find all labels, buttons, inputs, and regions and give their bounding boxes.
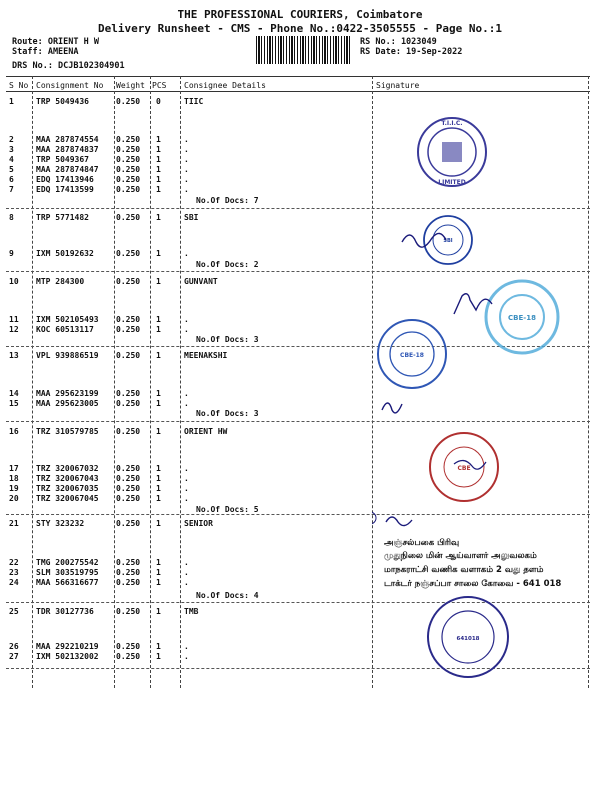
row-weight: 0.250 <box>116 494 141 503</box>
row-pcs: 1 <box>156 185 161 194</box>
row-consignee: GUNVANT <box>184 277 218 286</box>
meenakshi-stamp <box>378 320 446 388</box>
row-consignment-no: TRP 5771482 <box>36 213 89 222</box>
row-sno: 19 <box>9 484 19 493</box>
row-weight: 0.250 <box>116 185 141 194</box>
senior-stamp-line: மாநகராட்சி வணிக வளாகம் 2 வது தளம் <box>384 565 544 575</box>
row-consignee: . <box>184 578 189 587</box>
row-sno: 21 <box>9 519 19 528</box>
row-consignee: SBI <box>184 213 199 222</box>
row-weight: 0.250 <box>116 558 141 567</box>
col-header-pcs: PCS <box>152 81 167 90</box>
row-sno: 23 <box>9 568 19 577</box>
row-consignee: . <box>184 484 189 493</box>
group-docs-count: No.Of Docs: 3 <box>196 409 259 418</box>
row-consignment-no: TRP 5049436 <box>36 97 89 106</box>
row-consignee: . <box>184 185 189 194</box>
row-weight: 0.250 <box>116 568 141 577</box>
row-consignee: . <box>184 249 189 258</box>
row-consignment-no: TMG 200275542 <box>36 558 99 567</box>
row-sno: 26 <box>9 642 19 651</box>
orient-stamp <box>430 433 498 501</box>
row-pcs: 1 <box>156 607 161 616</box>
col-header-sno: S No <box>9 81 29 90</box>
row-pcs: 1 <box>156 652 161 661</box>
svg-text:CBE-18: CBE-18 <box>508 314 536 322</box>
row-consignment-no: KOC 60513117 <box>36 325 94 334</box>
row-sno: 22 <box>9 558 19 567</box>
row-consignment-no: MAA 287874837 <box>36 145 99 154</box>
row-consignee: TMB <box>184 607 199 616</box>
row-pcs: 1 <box>156 315 161 324</box>
row-weight: 0.250 <box>116 165 141 174</box>
row-consignee: . <box>184 165 189 174</box>
route-label: Route: ORIENT H W <box>12 37 99 47</box>
row-consignment-no: STY 323232 <box>36 519 85 528</box>
row-pcs: 1 <box>156 175 161 184</box>
senior-stamp-line: டாக்டர் நஞ்சப்பா சாலை கோவை - 641 018 <box>384 579 562 589</box>
senior-stamp-line: முதுநிலை மின் ஆய்வாளர் அலுவலகம் <box>384 551 537 561</box>
row-weight: 0.250 <box>116 145 141 154</box>
row-pcs: 1 <box>156 642 161 651</box>
row-sno: 12 <box>9 325 19 334</box>
row-sno: 10 <box>9 277 19 286</box>
row-consignment-no: MAA 287874847 <box>36 165 99 174</box>
row-weight: 0.250 <box>116 642 141 651</box>
row-consignee: . <box>184 568 189 577</box>
row-weight: 0.250 <box>116 464 141 473</box>
svg-text:CBE-18: CBE-18 <box>400 352 424 359</box>
row-weight: 0.250 <box>116 652 141 661</box>
row-pcs: 1 <box>156 568 161 577</box>
col-header-consignment: Consignment No <box>36 81 104 90</box>
row-pcs: 1 <box>156 558 161 567</box>
row-sno: 24 <box>9 578 19 587</box>
group-docs-count: No.Of Docs: 2 <box>196 260 259 269</box>
row-pcs: 1 <box>156 213 161 222</box>
row-weight: 0.250 <box>116 277 141 286</box>
row-pcs: 0 <box>156 97 161 106</box>
barcode-image <box>256 36 352 64</box>
row-weight: 0.250 <box>116 399 141 408</box>
row-consignment-no: TRP 5049367 <box>36 155 89 164</box>
row-pcs: 1 <box>156 351 161 360</box>
row-consignment-no: IXM 50192632 <box>36 249 94 258</box>
rs-date: RS Date: 19-Sep-2022 <box>360 47 463 57</box>
row-sno: 9 <box>9 249 14 258</box>
row-consignee: SENIOR <box>184 519 213 528</box>
row-pcs: 1 <box>156 155 161 164</box>
row-pcs: 1 <box>156 474 161 483</box>
row-consignment-no: VPL 939886519 <box>36 351 99 360</box>
row-sno: 18 <box>9 474 19 483</box>
row-consignee: . <box>184 558 189 567</box>
row-consignment-no: TRZ 320067032 <box>36 464 99 473</box>
row-sno: 15 <box>9 399 19 408</box>
svg-text:641018: 641018 <box>456 636 480 642</box>
row-weight: 0.250 <box>116 155 141 164</box>
row-consignee: TIIC <box>184 97 204 106</box>
row-weight: 0.250 <box>116 97 141 106</box>
row-sno: 11 <box>9 315 19 324</box>
row-pcs: 1 <box>156 277 161 286</box>
row-consignee: . <box>184 642 189 651</box>
row-weight: 0.250 <box>116 389 141 398</box>
row-sno: 13 <box>9 351 19 360</box>
row-sno: 6 <box>9 175 14 184</box>
row-consignee: . <box>184 175 189 184</box>
col-divider <box>150 76 151 688</box>
row-consignment-no: TRZ 310579785 <box>36 427 99 436</box>
row-pcs: 1 <box>156 464 161 473</box>
row-consignee: . <box>184 389 189 398</box>
row-consignee: . <box>184 135 189 144</box>
row-sno: 8 <box>9 213 14 222</box>
senior-stamp-line: அஞ்சல்பகை பிரிவு <box>384 538 460 548</box>
drs-number: DRS No.: DCJB102304901 <box>12 61 125 71</box>
group-docs-count: No.Of Docs: 3 <box>196 335 259 344</box>
row-consignment-no: MAA 295623005 <box>36 399 99 408</box>
col-divider <box>114 76 115 688</box>
row-consignee: . <box>184 145 189 154</box>
row-weight: 0.250 <box>116 213 141 222</box>
row-weight: 0.250 <box>116 607 141 616</box>
row-consignee: . <box>184 155 189 164</box>
svg-text:T.I.I.C.: T.I.I.C. <box>441 120 463 127</box>
initial-circle <box>372 512 376 524</box>
company-title: THE PROFESSIONAL COURIERS, Coimbatore <box>177 8 423 21</box>
signature-column-art <box>372 92 588 688</box>
row-consignment-no: EDQ 17413599 <box>36 185 94 194</box>
row-pcs: 1 <box>156 399 161 408</box>
cbe18-stamp <box>486 281 558 353</box>
svg-text:CBE: CBE <box>457 465 471 472</box>
row-consignment-no: MTP 284300 <box>36 277 85 286</box>
row-consignee: . <box>184 494 189 503</box>
row-sno: 7 <box>9 185 14 194</box>
col-header-consignee: Consignee Details <box>184 81 266 90</box>
row-consignment-no: TRZ 320067045 <box>36 494 99 503</box>
runsheet-subtitle: Delivery Runsheet - CMS - Phone No.:0422-3505555 - Page No.:1 <box>98 22 502 35</box>
row-pcs: 1 <box>156 165 161 174</box>
row-weight: 0.250 <box>116 578 141 587</box>
row-sno: 3 <box>9 145 14 154</box>
col-divider <box>180 76 181 688</box>
row-consignment-no: MAA 295623199 <box>36 389 99 398</box>
group-docs-count: No.Of Docs: 4 <box>196 591 259 600</box>
row-sno: 25 <box>9 607 19 616</box>
row-consignee: . <box>184 315 189 324</box>
row-weight: 0.250 <box>116 249 141 258</box>
row-pcs: 1 <box>156 484 161 493</box>
row-pcs: 1 <box>156 494 161 503</box>
group-docs-count: No.Of Docs: 5 <box>196 505 259 514</box>
row-weight: 0.250 <box>116 484 141 493</box>
row-weight: 0.250 <box>116 175 141 184</box>
tmb-stamp <box>428 597 508 677</box>
col-divider <box>32 76 33 688</box>
row-consignee: . <box>184 325 189 334</box>
svg-text:LIMITED: LIMITED <box>438 179 466 186</box>
col-header-signature: Signature <box>376 81 420 90</box>
row-consignment-no: MAA 566316677 <box>36 578 99 587</box>
row-consignment-no: IXM 502105493 <box>36 315 99 324</box>
row-pcs: 1 <box>156 427 161 436</box>
row-pcs: 1 <box>156 145 161 154</box>
row-consignee: MEENAKSHI <box>184 351 228 360</box>
staff-label: Staff: AMEENA <box>12 47 79 57</box>
row-pcs: 1 <box>156 325 161 334</box>
group-docs-count: No.Of Docs: 7 <box>196 196 259 205</box>
signature-scribble <box>382 403 402 413</box>
row-sno: 17 <box>9 464 19 473</box>
row-consignment-no: TRZ 320067035 <box>36 484 99 493</box>
row-consignee: . <box>184 652 189 661</box>
row-consignment-no: SLM 303519795 <box>36 568 99 577</box>
svg-text:SBI: SBI <box>443 238 453 244</box>
signature-scribble <box>386 517 412 526</box>
row-consignee: ORIENT HW <box>184 427 228 436</box>
row-pcs: 1 <box>156 135 161 144</box>
table-top-rule <box>6 76 590 77</box>
row-consignment-no: MAA 287874554 <box>36 135 99 144</box>
row-consignee: . <box>184 474 189 483</box>
row-sno: 20 <box>9 494 19 503</box>
row-pcs: 1 <box>156 578 161 587</box>
row-consignment-no: IXM 502132002 <box>36 652 99 661</box>
row-consignment-no: TDR 30127736 <box>36 607 94 616</box>
row-weight: 0.250 <box>116 427 141 436</box>
row-consignment-no: EDQ 17413946 <box>36 175 94 184</box>
col-header-weight: Weight <box>116 81 145 90</box>
row-sno: 2 <box>9 135 14 144</box>
row-sno: 16 <box>9 427 19 436</box>
row-sno: 14 <box>9 389 19 398</box>
row-consignee: . <box>184 399 189 408</box>
row-sno: 27 <box>9 652 19 661</box>
row-sno: 1 <box>9 97 14 106</box>
row-weight: 0.250 <box>116 351 141 360</box>
row-weight: 0.250 <box>116 474 141 483</box>
row-consignment-no: MAA 292210219 <box>36 642 99 651</box>
row-weight: 0.250 <box>116 135 141 144</box>
row-consignment-no: TRZ 320067043 <box>36 474 99 483</box>
row-weight: 0.250 <box>116 315 141 324</box>
col-divider <box>588 76 589 688</box>
row-weight: 0.250 <box>116 325 141 334</box>
tiic-stamp <box>418 118 486 186</box>
row-consignee: . <box>184 464 189 473</box>
row-weight: 0.250 <box>116 519 141 528</box>
row-sno: 5 <box>9 165 14 174</box>
row-pcs: 1 <box>156 519 161 528</box>
row-pcs: 1 <box>156 389 161 398</box>
row-pcs: 1 <box>156 249 161 258</box>
row-sno: 4 <box>9 155 14 164</box>
rs-number: RS No.: 1023049 <box>360 37 437 47</box>
